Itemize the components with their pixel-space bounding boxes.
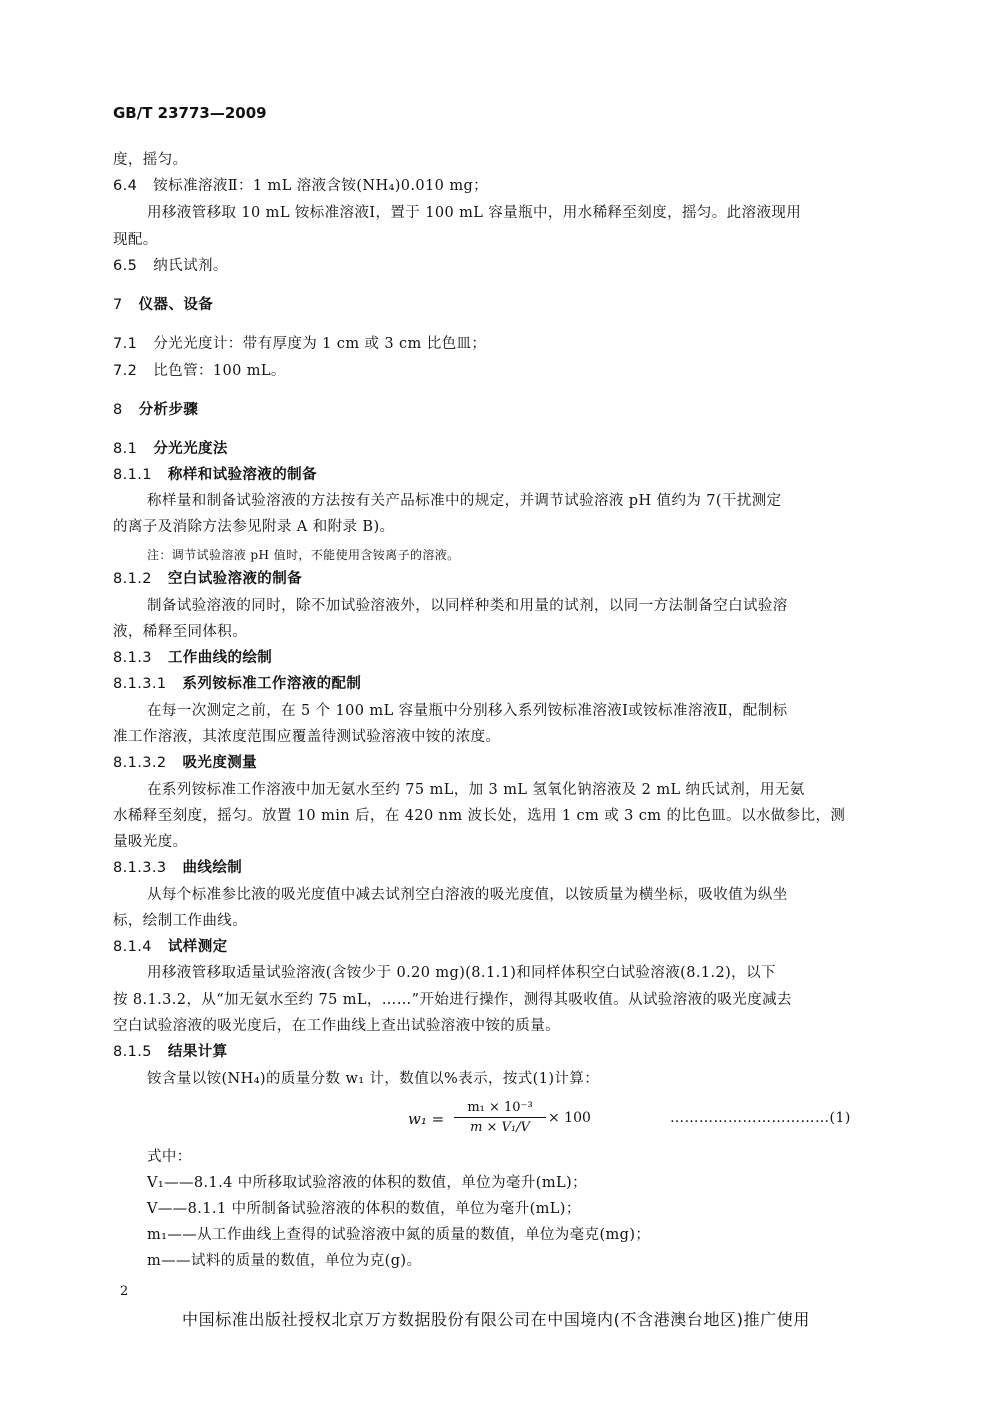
paragraph-line: m₁——从工作曲线上查得的试验溶液中氮的质量的数值，单位为毫克(mg)； [147, 1227, 651, 1243]
clause-text: 曲线绘制 [182, 860, 243, 876]
clause-text: 分光光度计：带有厚度为 1 cm 或 3 cm 比色皿； [153, 336, 487, 352]
clause-number: 7.2 [113, 363, 138, 379]
clause-number: 6.4 [113, 178, 138, 194]
clause-text: 比色管：100 mL。 [153, 363, 286, 379]
paragraph-line: 标，绘制工作曲线。 [113, 913, 248, 929]
formula-numerator: m₁ × 10⁻³ [454, 1100, 546, 1118]
clause-line [113, 256, 228, 276]
clause-text: 结果计算 [167, 1044, 228, 1060]
paragraph-line: m——试料的质量的数值，单位为克(g)。 [147, 1253, 422, 1269]
clause-text: 系列铵标准工作溶液的配制 [182, 676, 362, 692]
formula-lhs: w₁ = [408, 1110, 445, 1128]
clause-text: 吸光度测量 [182, 755, 258, 771]
paragraph-line: 按 8.1.3.2，从“加无氨水至约 75 mL，……”开始进行操作，测得其吸收值。从试验溶液的吸光度减去 [113, 992, 792, 1008]
section-heading [113, 465, 317, 485]
paragraph-line: 称样量和制备试验溶液的方法按有关产品标准中的规定，并调节试验溶液 pH 值约为 7(干扰测定 [147, 493, 782, 509]
clause-line [113, 334, 486, 354]
paragraph-line: 空白试验溶液的吸光度后，在工作曲线上查出试验溶液中铵的质量。 [113, 1018, 560, 1034]
formula-denominator: m × V₁/V [470, 1120, 530, 1135]
clause-text: 称样和试验溶液的制备 [167, 467, 317, 483]
section-heading [113, 569, 302, 589]
clause-number: 7 [113, 297, 123, 313]
paragraph-line: 在系列铵标准工作溶液中加无氨水至约 75 mL，加 3 mL 氢氧化钠溶液及 2 mL 纳氏试剂，用无氨 [147, 782, 805, 798]
clause-text: 纳氏试剂。 [153, 258, 228, 274]
clause-number: 8 [113, 402, 123, 418]
paragraph-line: 用移液管移取适量试验溶液(含铵少于 0.20 mg)(8.1.1)和同样体积空白试验溶液(8.1.2)，以下 [147, 965, 776, 981]
paragraph-line: 液，稀释至同体积。 [113, 624, 248, 640]
section-heading [113, 400, 198, 420]
section-heading [113, 295, 213, 315]
clause-text: 铵标准溶液Ⅱ：1 mL 溶液含铵(NH₄)0.010 mg； [153, 178, 489, 194]
paragraph-line: 现配。 [113, 232, 158, 248]
section-heading [113, 439, 228, 459]
clause-text: 分析步骤 [138, 402, 199, 418]
paragraph-line: 制备试验溶液的同时，除不加试验溶液外，以同样种类和用量的试剂，以同一方法制备空白试验溶 [147, 598, 788, 614]
footer-notice: 中国标准出版社授权北京万方数据股份有限公司在中国境内(不含港澳台地区)推广使用 [182, 1310, 810, 1329]
paragraph-line: 用移液管移取 10 mL 铵标准溶液Ⅰ，置于 100 mL 容量瓶中，用水稀释至刻度，摇匀。此溶液现用 [147, 205, 802, 221]
paragraph-line: V——8.1.1 中所制备试验溶液的体积的数值，单位为毫升(mL)； [147, 1201, 581, 1217]
page-number: 2 [120, 1284, 129, 1299]
clause-text: 试样测定 [167, 939, 228, 955]
clause-number: 8.1.2 [113, 571, 152, 587]
section-heading [113, 648, 272, 668]
formula-1 [408, 1100, 888, 1144]
paragraph-line: 水稀释至刻度，摇匀。放置 10 min 后，在 420 nm 波长处，选用 1 cm 或 3 cm 的比色皿。以水做参比，测 [113, 808, 846, 824]
formula-multiplier: × 100 [548, 1110, 591, 1126]
clause-text: 工作曲线的绘制 [167, 650, 273, 666]
formula-fraction [454, 1100, 546, 1135]
clause-number: 8.1 [113, 441, 138, 457]
clause-text: 空白试验溶液的制备 [167, 571, 303, 587]
clause-number: 8.1.3.3 [113, 860, 167, 876]
paragraph-line: 从每个标准参比液的吸光度值中减去试剂空白溶液的吸光度值，以铵质量为横坐标，吸收值为纵坐 [147, 887, 788, 903]
clause-number: 8.1.3.1 [113, 676, 167, 692]
clause-text: 分光光度法 [153, 441, 228, 457]
paragraph-line: 度，摇匀。 [113, 152, 188, 168]
clause-number: 8.1.4 [113, 939, 152, 955]
clause-line [113, 361, 286, 381]
paragraph-line: 铵含量以铵(NH₄)的质量分数 w₁ 计，数值以%表示，按式(1)计算： [147, 1071, 600, 1087]
clause-number: 8.1.1 [113, 467, 152, 483]
paragraph-line: V₁——8.1.4 中所移取试验溶液的体积的数值，单位为毫升(mL)； [147, 1175, 587, 1191]
paragraph-line: 的离子及消除方法参见附录 A 和附录 B)。 [113, 519, 395, 535]
paragraph-line: 量吸光度。 [113, 834, 188, 850]
paragraph-line: 在每一次测定之前，在 5 个 100 mL 容量瓶中分别移入系列铵标准溶液Ⅰ或铵标准溶液Ⅱ，配制标 [147, 703, 788, 719]
clause-number: 8.1.5 [113, 1044, 152, 1060]
clause-number: 8.1.3.2 [113, 755, 167, 771]
section-heading [113, 937, 228, 957]
standard-number: GB/T 23773—2009 [113, 104, 267, 122]
note-line: 注：调节试验溶液 pH 值时，不能使用含铵离子的溶液。 [147, 548, 460, 562]
section-heading [113, 858, 242, 878]
clause-number: 8.1.3 [113, 650, 152, 666]
section-heading [113, 1042, 228, 1062]
formula-number: ……………………………(1) [670, 1110, 851, 1126]
clause-line [113, 176, 488, 196]
paragraph-line: 准工作溶液，其浓度范围应覆盖待测试验溶液中铵的浓度。 [113, 729, 501, 745]
clause-number: 6.5 [113, 258, 138, 274]
section-heading [113, 674, 361, 694]
section-heading [113, 753, 257, 773]
clause-text: 仪器、设备 [138, 297, 214, 313]
paragraph-line: 式中： [147, 1149, 192, 1165]
clause-number: 7.1 [113, 336, 138, 352]
